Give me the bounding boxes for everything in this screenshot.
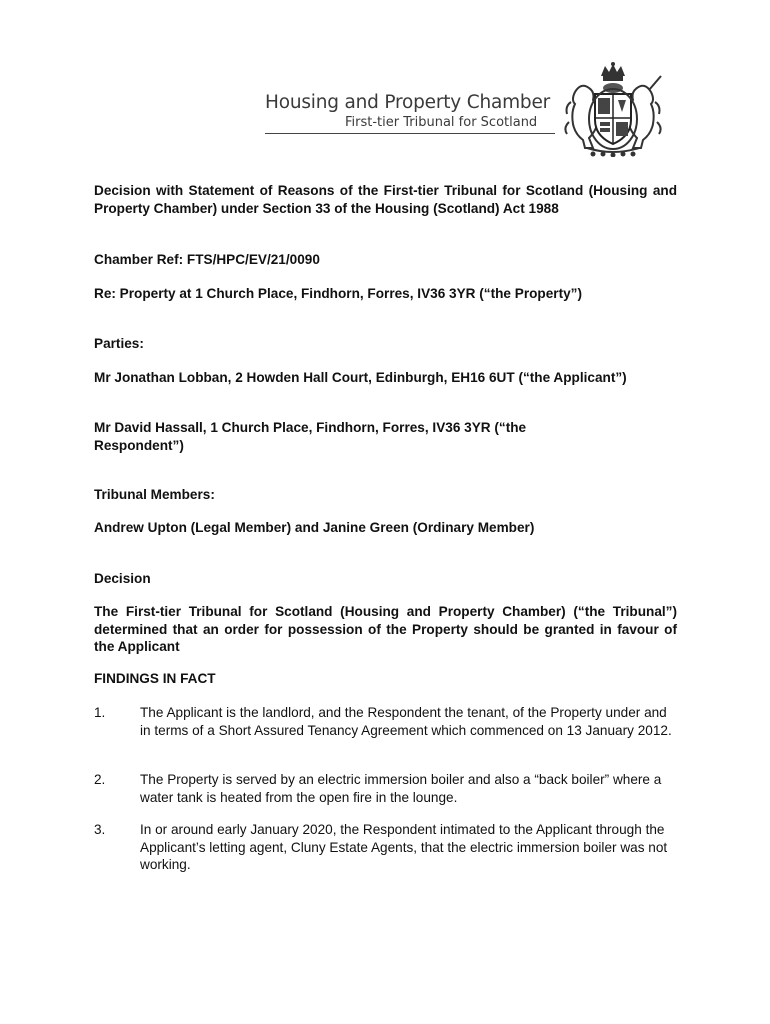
chamber-reference: Chamber Ref: FTS/HPC/EV/21/0090 — [94, 252, 320, 267]
decision-section-heading: Decision — [94, 571, 151, 586]
property-reference: Re: Property at 1 Church Place, Findhorn, Forres, IV36 3YR (“the Property”) — [94, 286, 582, 301]
tribunal-members-heading: Tribunal Members: — [94, 487, 215, 502]
respondent-party: Mr David Hassall, 1 Church Place, Findhorn, Forres, IV36 3YR (“the Respondent”) — [94, 420, 527, 453]
finding-text: In or around early January 2020, the Respondent intimated to the Applicant through the Applicant’s letting agent, Cluny Estate Agents, that the electric immersion boiler was not working. — [140, 822, 668, 872]
finding-number: 1. — [94, 705, 106, 720]
letterhead — [265, 62, 675, 157]
parties-heading: Parties: — [94, 336, 144, 351]
finding-text: The Property is served by an electric immersion boiler and also a “back boiler” where a water tank is heated from the open fire in the lounge. — [140, 772, 662, 805]
finding-number: 2. — [94, 772, 106, 787]
finding-number: 3. — [94, 822, 106, 837]
finding-text: The Applicant is the landlord, and the Respondent the tenant, of the Property under and in terms of a Short Assured Tenancy Agreement which commenced on 13 January 2012. — [140, 705, 672, 738]
tribunal-members: Andrew Upton (Legal Member) and Janine Green (Ordinary Member) — [94, 520, 535, 535]
royal-crest-icon — [557, 62, 669, 157]
decision-heading: Decision with Statement of Reasons of the First-tier Tribunal for Scotland (Housing and Property Chamber) under Section 33 of the Housing (Scotland) Act 1988 — [94, 183, 677, 216]
decision-text: The First-tier Tribunal for Scotland (Housing and Property Chamber) (“the Tribunal”) determined that an order for possession of the Property should be granted in favour of the Applicant — [94, 604, 677, 654]
applicant-party: Mr Jonathan Lobban, 2 Howden Hall Court, Edinburgh, EH16 6UT (“the Applicant”) — [94, 370, 627, 385]
findings-heading: FINDINGS IN FACT — [94, 671, 216, 686]
chamber-title: Housing and Property Chamber — [265, 92, 551, 113]
tribunal-subtitle: First-tier Tribunal for Scotland — [345, 115, 538, 130]
letterhead-rule — [265, 133, 555, 134]
